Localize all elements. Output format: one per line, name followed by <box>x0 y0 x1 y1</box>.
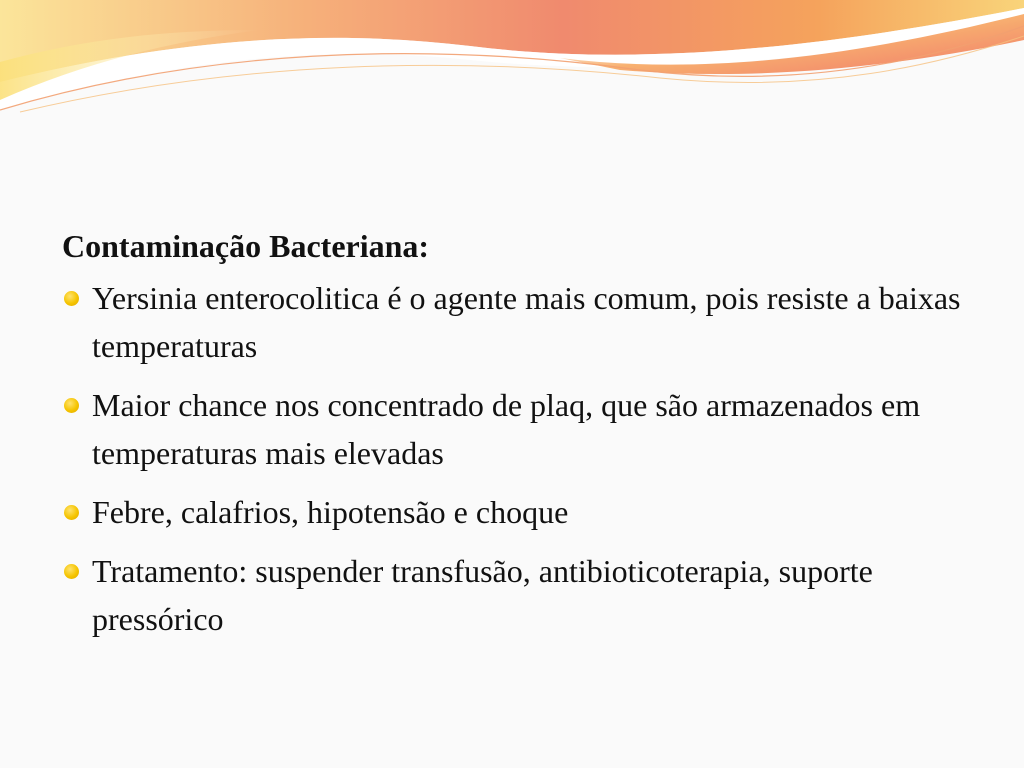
bullet-item <box>62 488 962 536</box>
bullet-item <box>62 274 962 370</box>
bullet-dot-icon <box>64 564 79 579</box>
bullet-dot-icon <box>64 398 79 413</box>
bullet-list <box>62 274 962 643</box>
bullet-dot-icon <box>64 505 79 520</box>
bullet-text: Yersinia enterocolitica é o agente mais comum, pois resiste a baixas temperaturas <box>92 280 961 364</box>
bullet-dot-icon <box>64 291 79 306</box>
bullet-item <box>62 547 962 643</box>
header-wave-decoration <box>0 0 1024 130</box>
bullet-item <box>62 381 962 477</box>
slide-content <box>62 224 962 654</box>
bullet-text: Febre, calafrios, hipotensão e choque <box>92 494 569 530</box>
bullet-text: Tratamento: suspender transfusão, antibioticoterapia, suporte pressórico <box>92 553 873 637</box>
slide-heading: Contaminação Bacteriana: <box>62 228 430 264</box>
bullet-text: Maior chance nos concentrado de plaq, que são armazenados em temperaturas mais elevadas <box>92 387 921 471</box>
